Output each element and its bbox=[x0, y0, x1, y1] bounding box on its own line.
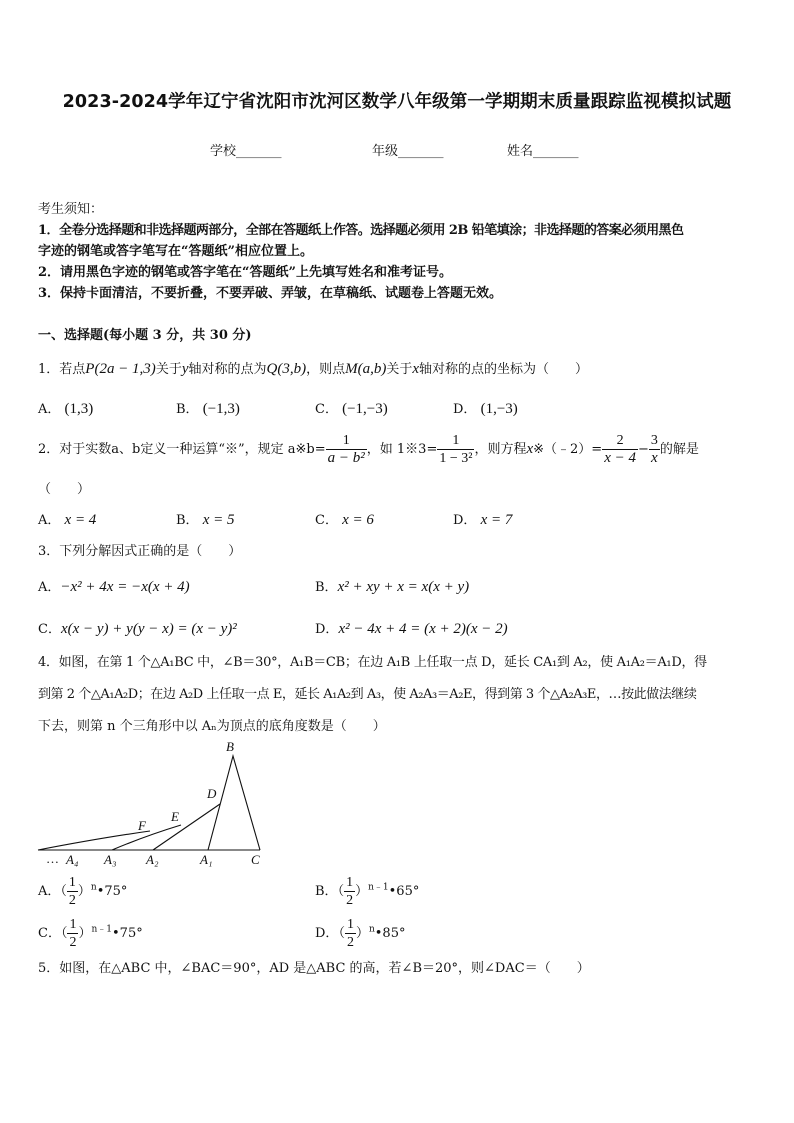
exam-title: 2023-2024学年辽宁省沈阳市沈河区数学八年级第一学期期末质量跟踪监视模拟试题 bbox=[62, 92, 732, 112]
q1-suffix: 轴对称的点的坐标为（ ） bbox=[419, 362, 589, 377]
q1-option-d: D． (1,−3) bbox=[453, 401, 518, 417]
q1-point-q: Q(3,b) bbox=[266, 361, 307, 377]
name-field: 姓名_______ bbox=[507, 144, 579, 159]
question-5-stem: 5．如图，在△ABC 中，∠BAC＝90°，AD 是△ABC 的高，若∠B＝20°，则∠DAC＝（ ） bbox=[38, 961, 590, 976]
q2-option-c: C． x = 6 bbox=[315, 512, 374, 528]
q2-var-x: x bbox=[526, 441, 534, 457]
q2-suffix: 的解是 bbox=[659, 442, 699, 457]
q4-option-d: D．（ $\frac{1}{2}$ ）$^n$•85° bbox=[315, 917, 406, 950]
label-c: C bbox=[251, 852, 260, 867]
q2-mid3: ※（﹣2）= bbox=[533, 442, 603, 457]
label-a2: A₂ bbox=[146, 852, 159, 867]
label-b: B bbox=[226, 739, 234, 754]
question-1-stem bbox=[38, 358, 588, 378]
q4-option-c: C．（ $\frac{1}{2}$ ）$^{n﹣1}$•75° bbox=[38, 917, 143, 950]
section-heading: 一、选择题(每小题 3 分，共 30 分) bbox=[38, 328, 252, 343]
label-f: F bbox=[138, 818, 146, 833]
q4-option-b: B．（ $\frac{1}{2}$ ）$^{n﹣1}$•65° bbox=[315, 875, 420, 908]
q3-option-b: B．x² + xy + x = x(x + y) bbox=[315, 579, 470, 595]
q1-prefix: 1．若点 bbox=[38, 362, 86, 377]
q1-mid3: ，则点 bbox=[306, 362, 346, 377]
notice-heading: 考生须知： bbox=[38, 202, 104, 217]
figure-lines bbox=[38, 756, 260, 850]
label-e: E bbox=[171, 809, 179, 824]
label-dots: … bbox=[46, 851, 59, 866]
q3-option-d: D．x² − 4x + 4 = (x + 2)(x − 2) bbox=[315, 621, 508, 637]
q2-option-a: A． x = 4 bbox=[38, 512, 97, 528]
q4-triangle-figure bbox=[30, 736, 280, 870]
q1-option-a: A． (1,3) bbox=[38, 401, 94, 417]
question-4-line-1: 4．如图，在第 1 个△A₁BC 中，∠B＝30°，A₁B＝CB；在边 A₁B 上任取一点 D，延长 CA₁到 A₂，使 A₁A₂＝A₁D，得 bbox=[38, 655, 707, 670]
q1-point-p: P(2a − 1,3) bbox=[85, 361, 156, 377]
notice-line-2: 2．请用黑色字迹的钢笔或答字笔在“答题纸”上先填写姓名和准考证号。 bbox=[38, 265, 453, 280]
q3-option-a: A．−x² + 4x = −x(x + 4) bbox=[38, 579, 190, 595]
label-a3: A₃ bbox=[104, 852, 117, 867]
question-4-line-3: 下去，则第 n 个三角形中以 Aₙ为顶点的底角度数是（ ） bbox=[38, 719, 386, 734]
q2-fraction-2: $\frac{1}{\text{1 − 3²}}$ bbox=[439, 433, 473, 466]
label-d: D bbox=[207, 786, 217, 801]
q2-paren: （ ） bbox=[38, 482, 91, 497]
q4-option-a: A．（ $\frac{1}{2}$ ）$^n$•75° bbox=[38, 875, 128, 908]
grade-field: 年级_______ bbox=[372, 144, 444, 159]
notice-line-3: 3．保持卡面清洁，不要折叠，不要弄破、弄皱，在草稿纸、试题卷上答题无效。 bbox=[38, 286, 503, 301]
q1-mid4: 关于 bbox=[386, 362, 413, 377]
q2-mid1: ，如 1※3= bbox=[366, 442, 438, 457]
q2-mid2: ，则方程 bbox=[474, 442, 527, 457]
label-a4: A₄ bbox=[66, 852, 79, 867]
q2-option-b: B． x = 5 bbox=[176, 512, 235, 528]
q1-y-axis: y bbox=[181, 361, 189, 377]
question-4-line-2: 到第 2 个△A₁A₂D；在边 A₂D 上任取一点 E，延长 A₁A₂到 A₃，使 A₂A₃＝A₂E，得到第 3 个△A₂A₃E，…按此做法继续 bbox=[38, 687, 697, 702]
q2-fraction-4: $\frac{3}{x}$ bbox=[650, 433, 658, 466]
q1-point-m: M(a,b) bbox=[345, 361, 387, 377]
notice-line-1b: 字迹的钢笔或答字笔写在“答题纸”相应位置上。 bbox=[38, 244, 313, 259]
school-field: 学校_______ bbox=[210, 144, 282, 159]
question-3-stem: 3．下列分解因式正确的是（ ） bbox=[38, 544, 242, 559]
q3-option-c: C．x(x − y) + y(y − x) = (x − y)² bbox=[38, 621, 237, 637]
q1-option-c: C． (−1,−3) bbox=[315, 401, 388, 417]
question-2-stem bbox=[38, 432, 699, 467]
q2-option-d: D． x = 7 bbox=[453, 512, 513, 528]
label-a1: A₁ bbox=[200, 852, 213, 867]
q2-fraction-3: $\frac{2}{x - 4}$ bbox=[604, 433, 636, 466]
triangle-a1bc bbox=[208, 756, 260, 850]
q2-fraction-1: $\frac{1}{\text{a − b²}}$ bbox=[327, 433, 365, 466]
notice-line-1a: 1．全卷分选择题和非选择题两部分，全部在答题纸上作答。选择题必须用 2B 铅笔填涂；非选择题的答案必须用黑色 bbox=[38, 223, 684, 238]
q2-minus: − bbox=[637, 442, 649, 457]
q1-mid2: 轴对称的点为 bbox=[188, 362, 267, 377]
q1-option-b: B． (−1,3) bbox=[176, 401, 240, 417]
q1-mid1: 关于 bbox=[155, 362, 182, 377]
q1-x-axis: x bbox=[412, 361, 420, 377]
q2-prefix: 2．对于实数a、b定义一种运算“※”，规定 a※b= bbox=[38, 442, 326, 457]
segment-a4f bbox=[38, 831, 150, 850]
